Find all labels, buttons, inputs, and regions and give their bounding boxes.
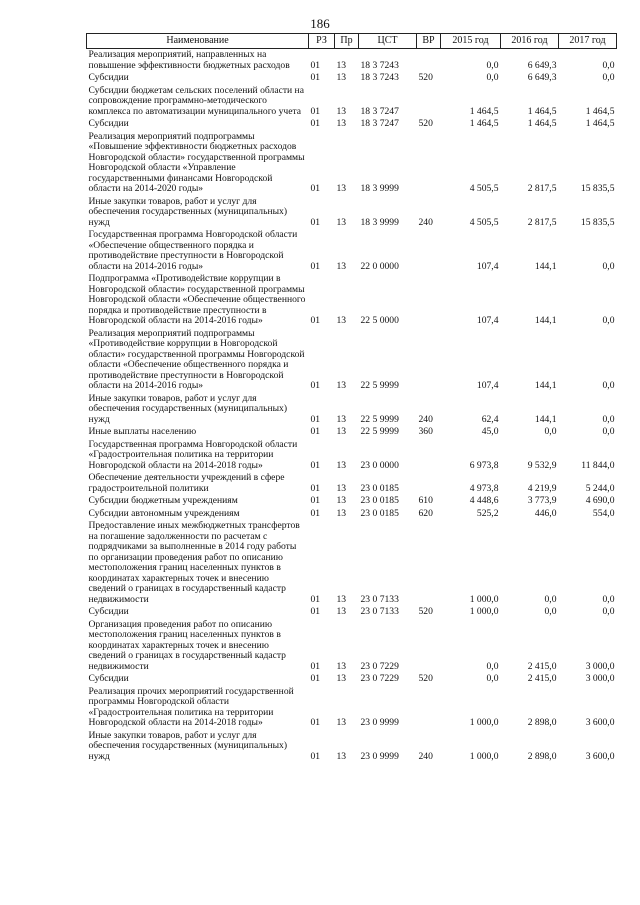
budget-table — [86, 33, 617, 763]
header-vr: ВР — [417, 34, 441, 49]
row-cst: 22 5 9999 — [360, 426, 399, 437]
row-value-2017: 0,0 — [602, 59, 615, 71]
row-cst: 23 0 7229 — [360, 660, 399, 672]
row-cst: 23 0 7133 — [360, 606, 399, 617]
row-value-2016: 2 817,5 — [527, 216, 557, 228]
row-pr: 13 — [336, 315, 347, 326]
header-cst: ЦСТ — [359, 34, 417, 49]
table-row — [87, 673, 617, 686]
row-pr: 13 — [336, 260, 347, 272]
row-vr: 240 — [418, 216, 433, 228]
row-name: Реализация прочих мероприятий государственной программы Новгородской области «Градостроительная политика на территории Новгородской области на 2014-2018 годы» — [88, 685, 294, 728]
row-value-2015: 0,0 — [486, 673, 499, 684]
row-rz: 01 — [310, 216, 321, 228]
row-pr: 13 — [336, 118, 347, 129]
row-vr: 520 — [418, 673, 433, 684]
table-row — [87, 439, 617, 473]
row-value-2016: 2 898,0 — [527, 750, 557, 762]
row-pr: 13 — [336, 482, 347, 494]
table-row — [87, 85, 617, 119]
row-value-2017: 1 464,5 — [585, 118, 615, 129]
table-row — [87, 229, 617, 273]
row-vr: 240 — [418, 413, 433, 425]
row-vr — [417, 619, 441, 674]
row-cst: 18 3 7247 — [360, 105, 399, 117]
row-value-2016: 1 464,5 — [527, 105, 557, 117]
row-name: Реализация мероприятий подпрограммы «Повышение эффективности бюджетных расходов Новгородской области» государственной программы Новгородской области «Управление государственными финансами Новгородской области на 2014-2020 годы» — [88, 130, 305, 194]
table-row — [87, 495, 617, 508]
row-value-2016: 6 649,3 — [527, 59, 557, 71]
row-value-2016: 144,1 — [534, 315, 557, 326]
row-pr: 13 — [336, 183, 347, 194]
row-name: Организация проведения работ по описанию местоположения границ населенных пунктов в координатах характерных точек и внесению сведений о границах в государственный кадастр недвижимости — [88, 618, 286, 672]
row-value-2015: 4 505,5 — [469, 183, 499, 194]
row-value-2017: 0,0 — [602, 260, 615, 272]
row-pr: 13 — [336, 673, 347, 684]
row-name: Иные закупки товаров, работ и услуг для обеспечения государственных (муниципальных) нужд — [88, 392, 288, 425]
row-vr — [417, 439, 441, 473]
row-value-2016: 2 817,5 — [527, 183, 557, 194]
row-value-2017: 554,0 — [592, 507, 615, 519]
row-cst: 22 5 9999 — [360, 380, 399, 391]
row-value-2017: 3 600,0 — [585, 750, 615, 762]
row-value-2017: 0,0 — [602, 413, 615, 425]
row-value-2015: 1 464,5 — [469, 105, 499, 117]
row-pr: 13 — [336, 507, 347, 519]
row-cst: 23 0 7229 — [360, 673, 399, 684]
page-number: 186 — [310, 16, 330, 31]
row-value-2015: 1 000,0 — [469, 593, 499, 605]
row-value-2017: 5 244,0 — [585, 482, 615, 494]
header-rz: РЗ — [309, 34, 335, 49]
row-rz: 01 — [310, 459, 321, 471]
row-vr — [417, 49, 441, 73]
row-value-2015: 107,4 — [476, 380, 499, 391]
row-vr: 520 — [418, 118, 433, 129]
row-cst: 22 0 0000 — [360, 260, 399, 272]
row-pr: 13 — [336, 59, 347, 71]
row-pr: 13 — [336, 72, 347, 83]
row-value-2016: 144,1 — [534, 260, 557, 272]
row-rz: 01 — [310, 380, 321, 391]
row-value-2016: 0,0 — [544, 426, 557, 437]
row-value-2016: 144,1 — [534, 380, 557, 391]
row-rz: 01 — [310, 426, 321, 437]
row-cst: 18 3 7243 — [360, 59, 399, 71]
row-value-2015: 107,4 — [476, 315, 499, 326]
header-2015: 2015 год — [441, 34, 501, 49]
row-name: Субсидии — [88, 118, 129, 129]
row-rz: 01 — [310, 507, 321, 519]
table-row — [87, 118, 617, 131]
row-value-2017: 15 835,5 — [580, 183, 615, 194]
table-row — [87, 393, 617, 427]
row-rz: 01 — [310, 660, 321, 672]
row-name: Иные закупки товаров, работ и услуг для обеспечения государственных (муниципальных) нужд — [88, 729, 288, 762]
row-name: Субсидии автономным учреждениям — [88, 507, 240, 519]
table-row — [87, 508, 617, 521]
row-value-2015: 4 505,5 — [469, 216, 499, 228]
row-value-2016: 2 898,0 — [527, 717, 557, 728]
table-row — [87, 520, 617, 606]
row-pr: 13 — [336, 426, 347, 437]
table-row — [87, 273, 617, 328]
row-rz: 01 — [310, 717, 321, 728]
row-value-2015: 0,0 — [486, 72, 499, 83]
row-value-2017: 1 464,5 — [585, 105, 615, 117]
row-vr — [417, 520, 441, 606]
row-rz: 01 — [310, 482, 321, 494]
row-pr: 13 — [336, 459, 347, 471]
row-pr: 13 — [336, 105, 347, 117]
row-value-2017: 15 835,5 — [580, 216, 615, 228]
row-cst: 18 3 7247 — [360, 118, 399, 129]
row-rz: 01 — [310, 673, 321, 684]
row-name: Государственная программа Новгородской области «Градостроительная политика на территории Новгородской области на 2014-2018 годы» — [88, 438, 298, 471]
row-vr — [417, 686, 441, 730]
row-value-2015: 1 000,0 — [469, 717, 499, 728]
table-row — [87, 472, 617, 495]
row-value-2015: 4 973,8 — [469, 482, 499, 494]
row-value-2017: 3 600,0 — [585, 717, 615, 728]
row-rz: 01 — [310, 315, 321, 326]
row-name: Реализация мероприятий, направленных на повышение эффективности бюджетных расходов — [88, 49, 290, 71]
table-row — [87, 196, 617, 230]
row-pr: 13 — [336, 750, 347, 762]
row-vr: 520 — [418, 606, 433, 617]
row-rz: 01 — [310, 72, 321, 83]
row-name: Иные закупки товаров, работ и услуг для обеспечения государственных (муниципальных) нужд — [88, 195, 288, 228]
row-pr: 13 — [336, 717, 347, 728]
row-value-2016: 0,0 — [544, 593, 557, 605]
row-cst: 18 3 7243 — [360, 72, 399, 83]
row-value-2017: 3 000,0 — [585, 673, 615, 684]
row-cst: 22 5 0000 — [360, 315, 399, 326]
row-name: Субсидии бюджетам сельских поселений области на сопровождение программно-методического комплекса по автоматизации муниципального учета — [88, 84, 304, 117]
header-name: Наименование — [87, 34, 309, 49]
row-value-2017: 0,0 — [602, 315, 615, 326]
row-name: Государственная программа Новгородской области «Обеспечение общественного порядка и противодействие преступности в Новгородской области на 2014-2016 годы» — [88, 229, 298, 272]
row-vr — [417, 472, 441, 495]
row-value-2015: 525,2 — [476, 507, 499, 519]
row-rz: 01 — [310, 750, 321, 762]
header-2017: 2017 год — [559, 34, 617, 49]
table-body — [87, 49, 617, 764]
table-header-row — [87, 34, 617, 49]
row-vr: 620 — [418, 507, 433, 519]
table-row — [87, 72, 617, 85]
row-rz: 01 — [310, 413, 321, 425]
row-rz: 01 — [310, 118, 321, 129]
row-value-2015: 107,4 — [476, 260, 499, 272]
row-cst: 22 5 9999 — [360, 413, 399, 425]
row-value-2017: 3 000,0 — [585, 660, 615, 672]
row-value-2017: 0,0 — [602, 380, 615, 391]
row-rz: 01 — [310, 606, 321, 617]
row-value-2016: 1 464,5 — [527, 118, 557, 129]
row-value-2016: 446,0 — [534, 507, 557, 519]
row-value-2015: 62,4 — [481, 413, 499, 425]
row-rz: 01 — [310, 593, 321, 605]
row-vr — [417, 131, 441, 196]
row-vr — [417, 85, 441, 119]
row-value-2017: 0,0 — [602, 593, 615, 605]
row-pr: 13 — [336, 495, 347, 506]
row-name: Предоставление иных межбюджетных трансфертов на погашение задолженности по расчетам с подрядчиками за выполненные в 2014 году работы по организации проведения работ по описанию местоположения границ населенных пунктов в координатах характерных точек и внесению сведений о границах в государственный кадастр недвижимости — [88, 520, 300, 605]
row-name: Обеспечение деятельности учреждений в сфере градостроительной политики — [88, 472, 285, 494]
row-cst: 18 3 9999 — [360, 183, 399, 194]
row-value-2017: 4 690,0 — [585, 495, 615, 506]
row-rz: 01 — [310, 183, 321, 194]
row-value-2016: 6 649,3 — [527, 72, 557, 83]
row-rz: 01 — [310, 59, 321, 71]
row-vr — [417, 273, 441, 328]
row-name: Реализация мероприятий подпрограммы «Противодействие коррупции в Новгородской области» государственной программы Новгородской области «Обеспечение общественного порядка и противодействие преступности в Новгородской области на 2014-2016 годы» — [88, 327, 305, 391]
row-vr: 520 — [418, 72, 433, 83]
row-rz: 01 — [310, 495, 321, 506]
row-cst: 23 0 9999 — [360, 717, 399, 728]
row-rz: 01 — [310, 105, 321, 117]
row-vr — [417, 328, 441, 393]
row-vr: 610 — [418, 495, 433, 506]
row-name: Субсидии — [88, 673, 129, 684]
table-row — [87, 49, 617, 73]
row-value-2015: 1 464,5 — [469, 118, 499, 129]
row-pr: 13 — [336, 660, 347, 672]
row-value-2015: 0,0 — [486, 59, 499, 71]
row-cst: 23 0 0185 — [360, 507, 399, 519]
row-value-2017: 0,0 — [602, 426, 615, 437]
row-rz: 01 — [310, 260, 321, 272]
row-vr — [417, 229, 441, 273]
row-name: Субсидии бюджетным учреждениям — [88, 495, 238, 506]
row-pr: 13 — [336, 606, 347, 617]
row-cst: 23 0 0000 — [360, 459, 399, 471]
row-name: Подпрограмма «Противодействие коррупции в Новгородской области» государственной программы Новгородской области «Обеспечение общественного порядка и противодействие преступности в Новгородской области на 2014-2016 годы» — [88, 273, 306, 326]
row-cst: 23 0 9999 — [360, 750, 399, 762]
row-pr: 13 — [336, 380, 347, 391]
row-pr: 13 — [336, 593, 347, 605]
row-value-2015: 1 000,0 — [469, 606, 499, 617]
row-value-2015: 1 000,0 — [469, 750, 499, 762]
header-pr: Пр — [335, 34, 359, 49]
table-row — [87, 619, 617, 674]
row-value-2016: 144,1 — [534, 413, 557, 425]
row-name: Иные выплаты населению — [88, 426, 197, 437]
row-value-2016: 0,0 — [544, 606, 557, 617]
row-pr: 13 — [336, 413, 347, 425]
row-name: Субсидии — [88, 72, 129, 83]
row-value-2016: 4 219,9 — [527, 482, 557, 494]
row-value-2016: 3 773,9 — [527, 495, 557, 506]
row-vr: 360 — [418, 426, 433, 437]
row-pr: 13 — [336, 216, 347, 228]
table-row — [87, 131, 617, 196]
row-value-2017: 0,0 — [602, 72, 615, 83]
row-value-2016: 2 415,0 — [527, 673, 557, 684]
row-cst: 23 0 7133 — [360, 593, 399, 605]
row-vr: 240 — [418, 750, 433, 762]
row-value-2015: 6 973,8 — [469, 459, 499, 471]
row-value-2016: 2 415,0 — [527, 660, 557, 672]
table-row — [87, 426, 617, 439]
row-cst: 23 0 0185 — [360, 482, 399, 494]
table-row — [87, 686, 617, 730]
header-2016: 2016 год — [501, 34, 559, 49]
row-value-2017: 11 844,0 — [581, 459, 615, 471]
row-name: Субсидии — [88, 606, 129, 617]
table-row — [87, 328, 617, 393]
table-row — [87, 730, 617, 764]
row-cst: 23 0 0185 — [360, 495, 399, 506]
row-value-2015: 4 448,6 — [469, 495, 499, 506]
table-row — [87, 606, 617, 619]
row-cst: 18 3 9999 — [360, 216, 399, 228]
row-value-2017: 0,0 — [602, 606, 615, 617]
row-value-2015: 45,0 — [481, 426, 499, 437]
row-value-2016: 9 532,9 — [527, 459, 557, 471]
row-value-2015: 0,0 — [486, 660, 499, 672]
